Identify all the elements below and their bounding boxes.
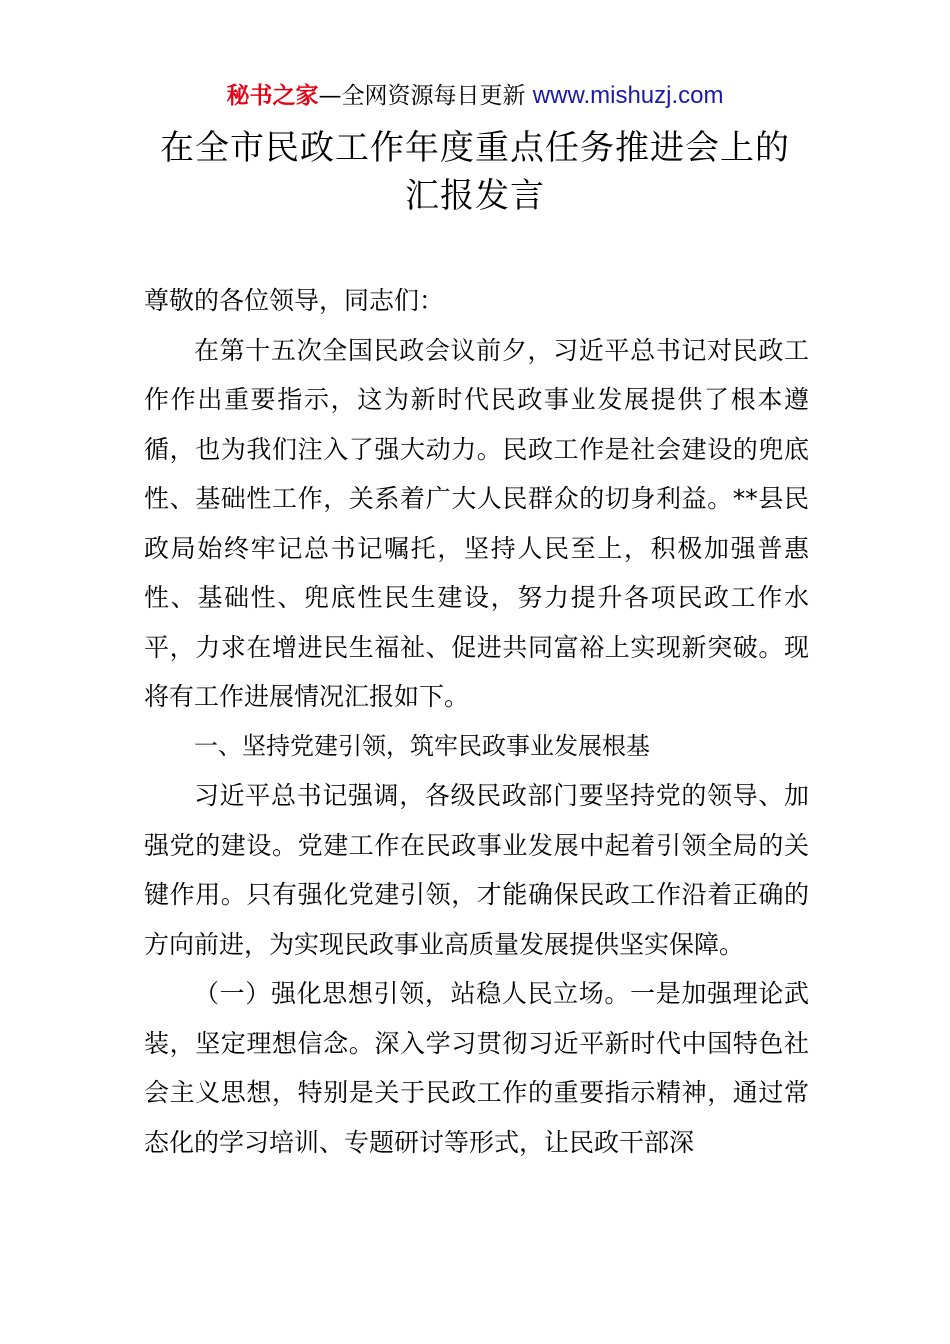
document-title-line-1: 在全市民政工作年度重点任务推进会上的 bbox=[160, 128, 790, 168]
document-title-line-2: 汇报发言 bbox=[405, 176, 545, 216]
body-paragraph: 习近平总书记强调，各级民政部门要坚持党的领导、加强党的建设。党建工作在民政事业发展中起着引领全局的关键作用。只有强化党建引领，才能确保民政工作沿着正确的方向前进，为实现民政事业高质量发展提供坚实保障。 bbox=[144, 781, 809, 959]
site-url-link[interactable]: www.mishuzj.com bbox=[532, 82, 724, 109]
document-body bbox=[144, 276, 809, 1167]
section-heading: 一、坚持党建引领，筑牢民政事业发展根基 bbox=[194, 731, 650, 760]
header-tagline: —全网资源每日更新 bbox=[318, 83, 533, 109]
body-paragraph: （一）强化思想引领，站稳人民立场。一是加强理论武装，坚定理想信念。深入学习贯彻习近平新时代中国特色社会主义思想，特别是关于民政工作的重要指示精神，通过常态化的学习培训、专题研讨等形式，让民政干部深 bbox=[144, 979, 809, 1157]
site-header bbox=[0, 80, 950, 112]
document-title bbox=[100, 124, 850, 220]
body-paragraph: 在第十五次全国民政会议前夕，习近平总书记对民政工作作出重要指示，这为新时代民政事业发展提供了根本遵循，也为我们注入了强大动力。民政工作是社会建设的兜底性、基础性工作，关系着广大人民群众的切身利益。**县民政局始终牢记总书记嘱托，坚持人民至上，积极加强普惠性、基础性、兜底性民生建设，努力提升各项民政工作水平，力求在增进民生福祉、促进共同富裕上实现新突破。现将有工作进展情况汇报如下。 bbox=[144, 335, 809, 711]
salutation: 尊敬的各位领导，同志们： bbox=[144, 286, 445, 315]
brand-name: 秘书之家 bbox=[226, 83, 319, 109]
